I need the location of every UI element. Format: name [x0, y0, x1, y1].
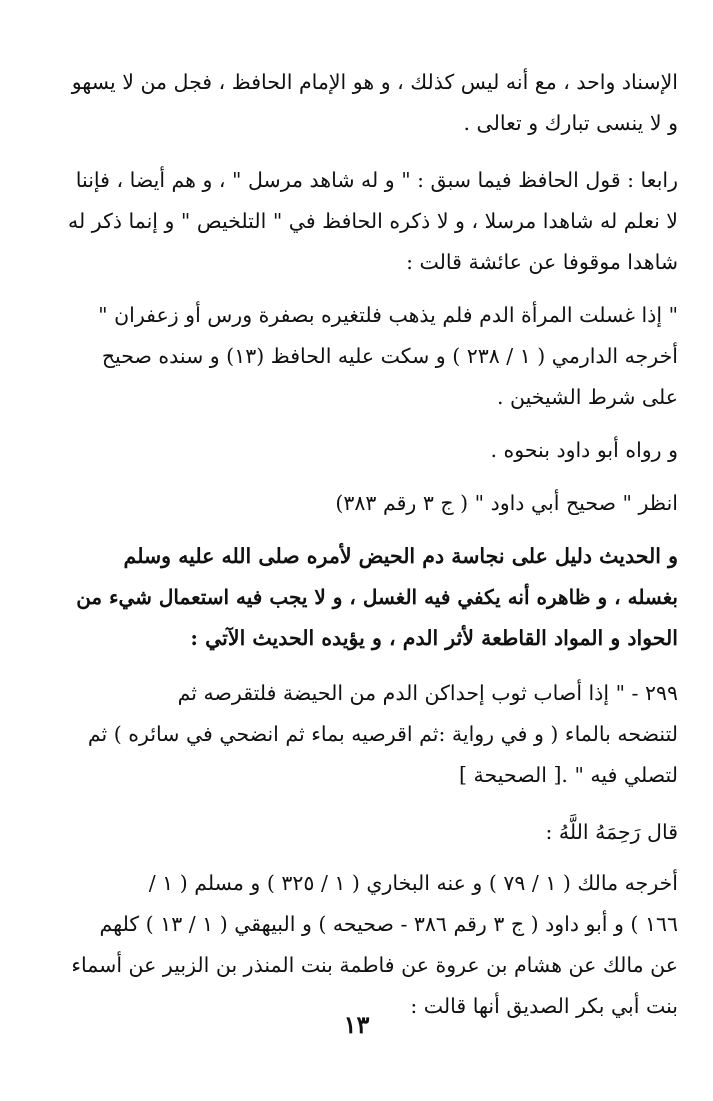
paragraph-4 — [62, 430, 678, 471]
text-line: شاهدا موقوفا عن عائشة قالت : — [406, 250, 678, 274]
text-line: أخرجه مالك ( ١ / ٧٩ ) و عنه البخاري ( ١ / ٣٢٥ ) و مسلم ( ١ / — [148, 871, 678, 895]
paragraph-8 — [62, 812, 678, 853]
text-line: رابعا : قول الحافظ فيما سبق : " و له شاهد مرسل " ، و هم أيضا ، فإننا — [75, 168, 678, 192]
paragraph-5 — [62, 483, 678, 524]
text-line: عن مالك عن هشام بن عروة عن فاطمة بنت المنذر بن الزبير عن أسماء — [71, 953, 678, 977]
text-line: لا نعلم له شاهدا مرسلا ، و لا ذكره الحافظ في " التلخيص " و إنما ذكر له — [68, 209, 678, 233]
text-line: الحواد و المواد القاطعة لأثر الدم ، و يؤيده الحديث الآتي : — [190, 626, 678, 650]
text-line: " إذا غسلت المرأة الدم فلم يذهب فلتغيره بصفرة ورس أو زعفران " — [98, 303, 678, 327]
text-line: قال رَحِمَهُ اللَّهُ : — [545, 820, 678, 844]
text-line: و لا ينسى تبارك و تعالى . — [463, 111, 678, 135]
text-line: ١٦٦ ) و أبو داود ( ج ٣ رقم ٣٨٦ - صحيحه ) و البيهقي ( ١ / ١٣ ) كلهم — [99, 912, 678, 936]
hadith-299 — [62, 673, 678, 796]
text-line: أخرجه الدارمي ( ١ / ٢٣٨ ) و سكت عليه الحافظ (١٣) و سنده صحيح — [101, 344, 678, 368]
paragraph-2 — [62, 160, 678, 283]
paragraph-1 — [62, 62, 678, 144]
text-line: لتنضحه بالماء ( و في رواية :ثم اقرصيه بماء ثم انضحي في سائره ) ثم — [87, 722, 678, 746]
text-line: بنت أبي بكر الصديق أنها قالت : — [410, 994, 678, 1018]
paragraph-3 — [62, 295, 678, 418]
page-number: ١٣ — [343, 1010, 370, 1039]
text-line: على شرط الشيخين . — [496, 385, 678, 409]
text-line: بغسله ، و ظاهره أنه يكفي فيه الغسل ، و لا يجب فيه استعمال شيء من — [76, 585, 678, 609]
text-line: انظر " صحيح أبي داود " ( ج ٣ رقم ٣٨٣) — [335, 491, 678, 515]
text-line: الإسناد واحد ، مع أنه ليس كذلك ، و هو الإمام الحافظ ، فجل من لا يسهو — [71, 70, 678, 94]
text-line: لتصلي فيه " .[ الصحيحة ] — [459, 763, 678, 787]
paragraph-9 — [62, 863, 678, 1027]
paragraph-6 — [62, 536, 678, 659]
text-line: ٢٩٩ - " إذا أصاب ثوب إحداكن الدم من الحيضة فلتقرصه ثم — [177, 681, 678, 705]
text-line: و رواه أبو داود بنحوه . — [490, 438, 678, 462]
page-body — [62, 62, 678, 1027]
text-line: و الحديث دليل على نجاسة دم الحيض لأمره صلى الله عليه وسلم — [123, 544, 678, 568]
